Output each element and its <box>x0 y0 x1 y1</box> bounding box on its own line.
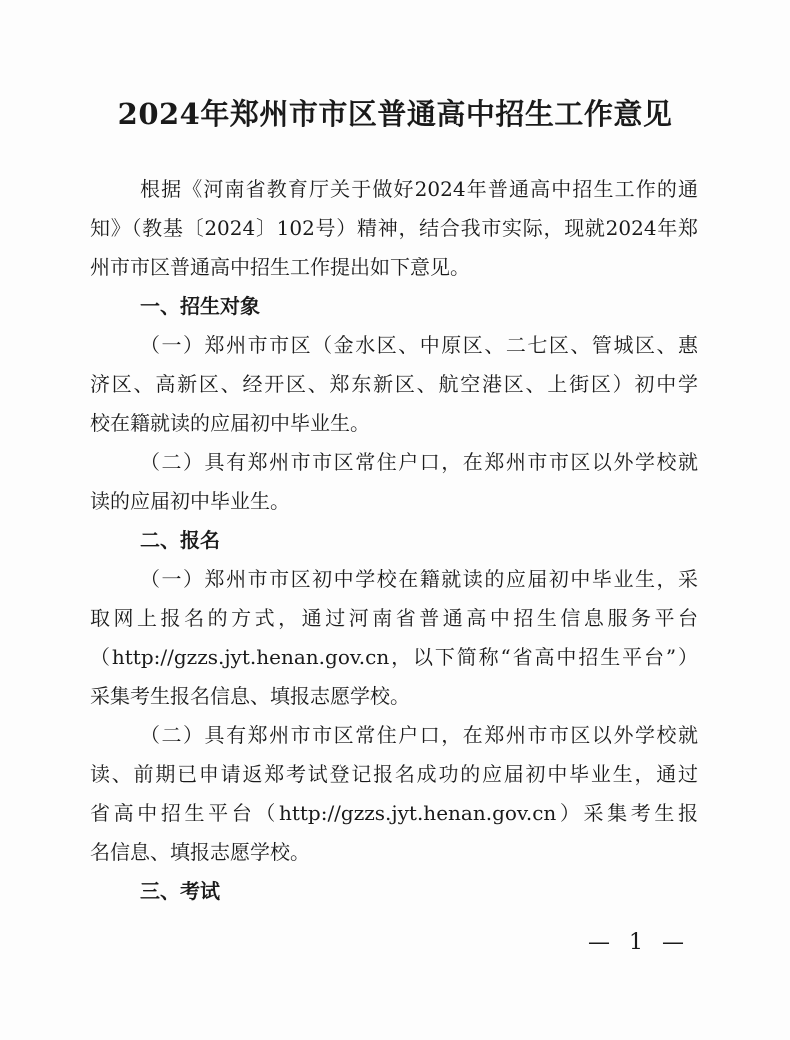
section1-item1-line-1: （一）郑州市市区（金水区、中原区、二七区、管城区、惠 <box>140 333 698 357</box>
section2-item1-line-3: （http://gzzs.jyt.henan.gov.cn，以下简称“省高中招生平台”） <box>90 645 698 669</box>
section1-item2-line-1: （二）具有郑州市市区常住户口，在郑州市市区以外学校就 <box>140 450 698 474</box>
section2-item2-line-2: 读、前期已申请返郑考试登记报名成功的应届初中毕业生，通过 <box>90 762 698 786</box>
section-heading-1: 一、招生对象 <box>140 294 260 318</box>
section1-item2-line-2: 读的应届初中毕业生。 <box>90 489 290 513</box>
section2-item1-line-1: （一）郑州市市区初中学校在籍就读的应届初中毕业生，采 <box>140 567 698 591</box>
section1-item1-line-3: 校在籍就读的应届初中毕业生。 <box>90 411 370 435</box>
section2-item2-line-1: （二）具有郑州市市区常住户口，在郑州市市区以外学校就 <box>140 723 698 747</box>
section-heading-2: 二、报名 <box>140 528 220 552</box>
document-title: 2024年郑州市市区普通高中招生工作意见 <box>117 97 673 131</box>
intro-line-1: 根据《河南省教育厅关于做好2024年普通高中招生工作的通 <box>140 177 698 201</box>
section2-item2-line-3: 省高中招生平台（http://gzzs.jyt.henan.gov.cn）采集考生报 <box>90 801 698 825</box>
page-number: — 1 — <box>588 930 690 955</box>
section2-item1-line-2: 取网上报名的方式，通过河南省普通高中招生信息服务平台 <box>90 606 698 630</box>
intro-line-3: 州市市区普通高中招生工作提出如下意见。 <box>90 255 470 279</box>
section1-item1-line-2: 济区、高新区、经开区、郑东新区、航空港区、上街区）初中学 <box>90 372 698 396</box>
intro-line-2: 知》（教基〔2024〕102号）精神，结合我市实际，现就2024年郑 <box>90 216 698 240</box>
section2-item1-line-4: 采集考生报名信息、填报志愿学校。 <box>90 684 410 708</box>
document-body <box>90 170 698 911</box>
section2-item2-line-4: 名信息、填报志愿学校。 <box>90 840 310 864</box>
section-heading-3: 三、考试 <box>140 879 220 903</box>
